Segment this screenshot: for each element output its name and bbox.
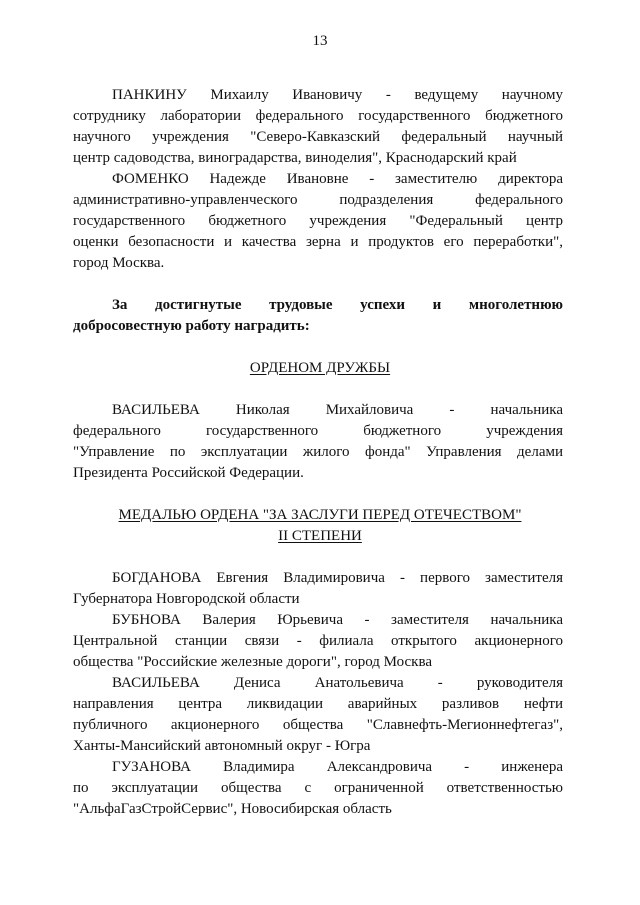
vasiliev-d-line-4: Ханты-Мансийский автономный округ - Югра (73, 738, 371, 754)
pankin-line-4: центр садоводства, виноградарства, виноделия", Краснодарский край (73, 150, 517, 166)
bubnov-line-1: БУБНОВА Валерия Юрьевича - заместителя начальника (112, 612, 563, 628)
guzanov-line-2: по эксплуатации общества с ограниченной ответственностью (73, 780, 563, 796)
bogdanov-line-1: БОГДАНОВА Евгения Владимировича - первого заместителя (112, 570, 563, 586)
bogdanov-line-2: Губернатора Новгородской области (73, 591, 300, 607)
bubnov-line-2: Центральной станции связи - филиала открытого акционерного (73, 633, 563, 649)
vasiliev-d-line-1: ВАСИЛЬЕВА Дениса Анатольевича - руководителя (112, 675, 563, 691)
pankin-line-1: ПАНКИНУ Михаилу Ивановичу - ведущему научному (112, 87, 563, 103)
vasiliev-n-line-4: Президента Российской Федерации. (73, 465, 304, 481)
bubnov-line-3: общества "Российские железные дороги", город Москва (73, 654, 433, 670)
fomenko-line-5: город Москва. (73, 255, 165, 271)
medal-heading-line-2-text: II СТЕПЕНИ (278, 528, 362, 544)
vasiliev-n-line-1: ВАСИЛЬЕВА Николая Михайловича - начальника (112, 402, 563, 418)
page-number: 13 (312, 33, 328, 49)
fomenko-line-4: оценки безопасности и качества зерна и продуктов его переработки", (73, 234, 563, 250)
fomenko-line-2: административно-управленческого подразделения федерального (73, 192, 563, 208)
order-friendship-heading-text: ОРДЕНОМ ДРУЖБЫ (249, 360, 391, 376)
vasiliev-n-line-2: федерального государственного бюджетного учреждения (73, 423, 563, 439)
fomenko-line-3: государственного бюджетного учреждения "Федеральный центр (73, 213, 563, 229)
vasiliev-d-line-3: публичного акционерного общества "Славнефть-Мегионнефтегаз", (73, 717, 563, 733)
fomenko-line-1: ФОМЕНКО Надежде Ивановне - заместителю директора (112, 171, 563, 187)
guzanov-line-3: "АльфаГазСтройСервис", Новосибирская область (73, 801, 392, 817)
medal-heading-line-2 (0, 527, 640, 545)
medal-heading-line-1 (0, 506, 640, 524)
pankin-line-2: сотруднику лаборатории федерального государственного бюджетного (73, 108, 563, 124)
vasiliev-d-line-2: направления центра ликвидации аварийных разливов нефти (73, 696, 563, 712)
vasiliev-n-line-3: "Управление по эксплуатации жилого фонда" Управления делами (73, 444, 563, 460)
award-intro-line-1: За достигнутые трудовые успехи и многолетнюю (112, 297, 563, 313)
medal-heading-line-1-text: МЕДАЛЬЮ ОРДЕНА "ЗА ЗАСЛУГИ ПЕРЕД ОТЕЧЕСТВОМ" (118, 507, 522, 523)
pankin-line-3: научного учреждения "Северо-Кавказский федеральный научный (73, 129, 563, 145)
guzanov-line-1: ГУЗАНОВА Владимира Александровича - инженера (112, 759, 563, 775)
order-friendship-heading (0, 359, 640, 377)
award-intro-line-2: добросовестную работу наградить: (73, 318, 310, 334)
